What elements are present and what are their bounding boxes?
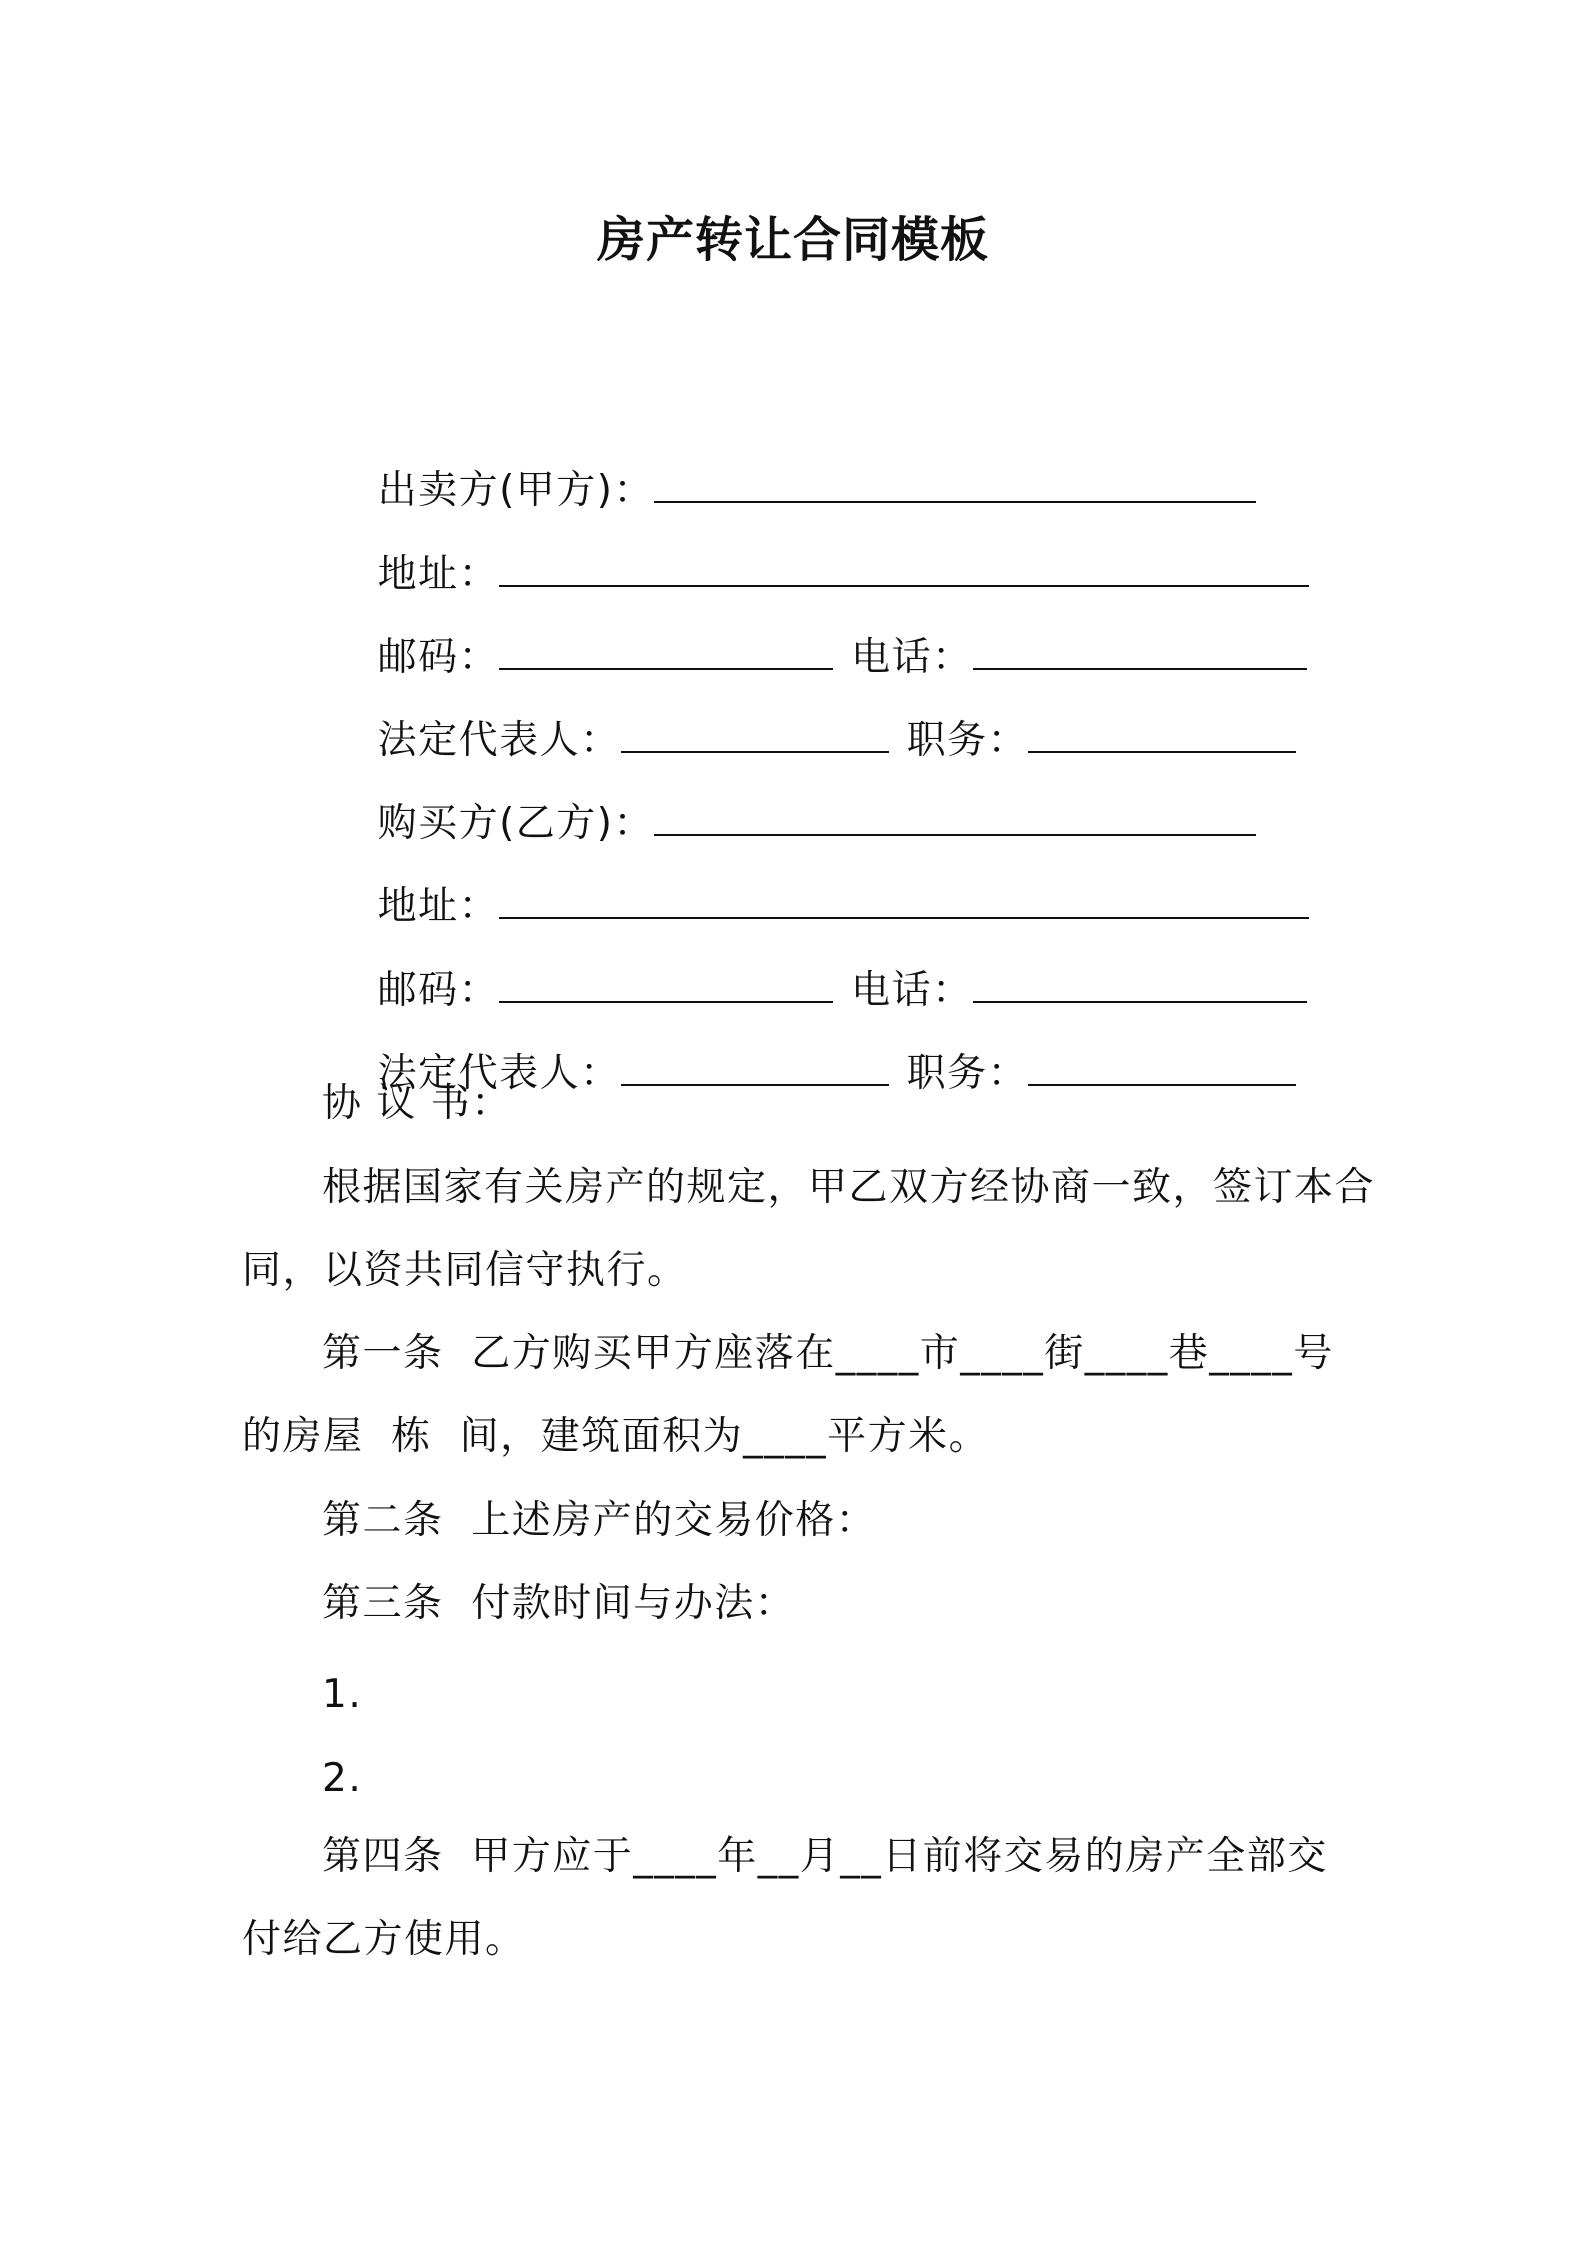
seller-phone-blank[interactable] [973,636,1307,670]
seller-postcode-blank[interactable] [499,636,833,670]
article-1-line-1: 第一条 乙方购买甲方座落在____市____街____巷____号 [322,1331,1334,1376]
seller-position-label: 职务： [906,718,1029,763]
buyer-phone-label: 电话： [851,968,973,1013]
buyer-label: 购买方(乙方)： [377,801,655,846]
seller-rep-blank[interactable] [621,719,889,753]
seller-position-blank[interactable] [1028,719,1296,753]
article-4-line-1: 第四条 甲方应于____年__月__日前将交易的房产全部交 [322,1834,1328,1879]
seller-address-blank[interactable] [499,553,1309,587]
buyer-postcode-blank[interactable] [499,969,833,1003]
document-title: 房产转让合同模板 [596,212,989,268]
buyer-postcode-label: 邮码： [377,968,500,1013]
seller-address-label: 地址： [377,552,500,597]
buyer-phone-blank[interactable] [973,969,1307,1003]
intro-line-1: 根据国家有关房产的规定，甲乙双方经协商一致，签订本合 [322,1165,1376,1210]
seller-label: 出卖方(甲方)： [377,468,655,513]
article-1-line-2: 的房屋 栋 间，建筑面积为____平方米。 [242,1414,990,1459]
intro-line-2: 同，以资共同信守执行。 [242,1248,688,1293]
article-2: 第二条 上述房产的交易价格： [322,1498,877,1543]
seller-blank[interactable] [654,469,1256,503]
buyer-rep-blank[interactable] [621,1052,889,1086]
buyer-rep-label: 法定代表人： [377,1051,621,1096]
list-item-2: 2. [322,1756,363,1801]
article-3: 第三条 付款时间与办法： [322,1581,796,1626]
buyer-address-label: 地址： [377,884,500,929]
list-item-1: 1. [322,1672,363,1717]
seller-postcode-label: 邮码： [377,635,500,680]
agreement-heading: 协 议 书： [322,1081,512,1126]
buyer-position-label: 职务： [906,1051,1029,1096]
buyer-blank[interactable] [654,802,1256,836]
buyer-address-blank[interactable] [499,885,1309,919]
seller-phone-label: 电话： [851,635,973,680]
buyer-position-blank[interactable] [1028,1052,1296,1086]
seller-rep-label: 法定代表人： [377,718,621,763]
article-4-line-2: 付给乙方使用。 [242,1917,526,1962]
